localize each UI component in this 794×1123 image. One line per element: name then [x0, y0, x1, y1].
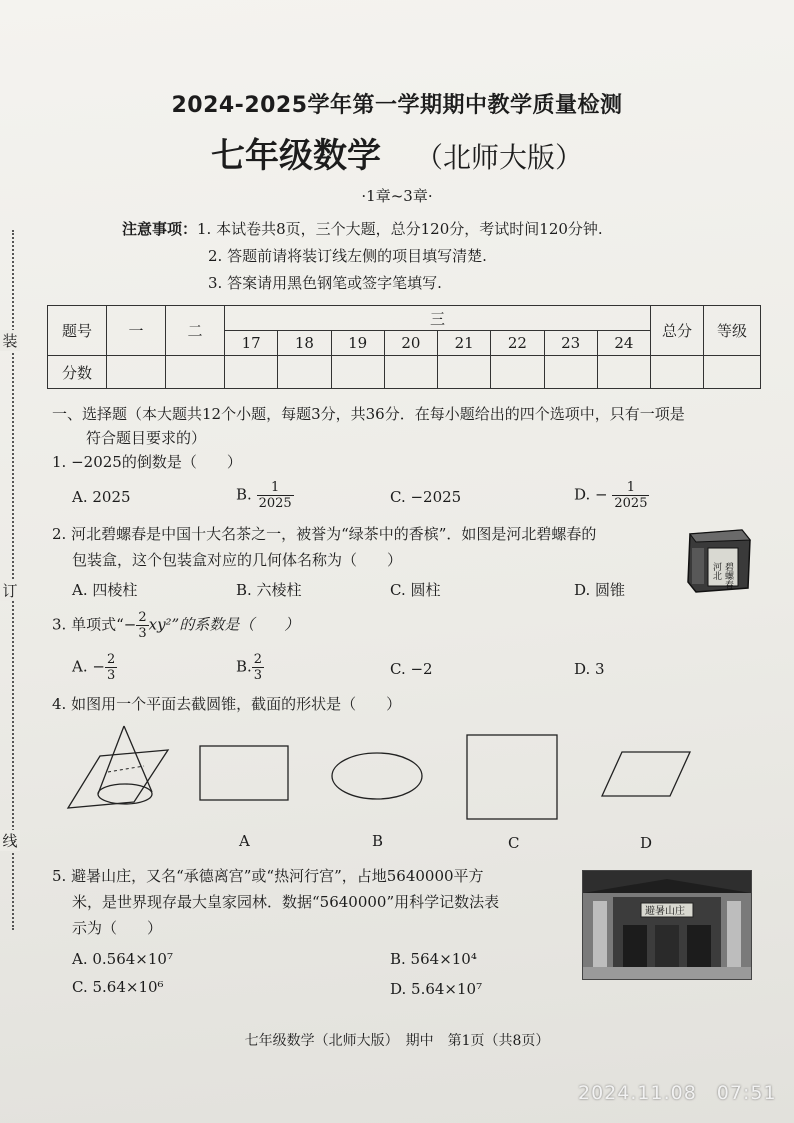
q3-b-fraction	[252, 652, 264, 683]
exam-notes	[122, 216, 603, 297]
col-grade: 等级	[704, 306, 761, 356]
exam-title-line: 2024-2025学年第一学期期中教学质量检测	[171, 93, 623, 118]
q4-label-a[interactable]: A	[239, 832, 250, 850]
score-cell[interactable]	[704, 356, 761, 389]
binding-char-xian: 线	[0, 830, 20, 851]
q3-b-num: 2	[253, 652, 263, 667]
col-q20: 20	[384, 331, 437, 356]
notes-label: 注意事项：	[122, 220, 198, 238]
q1-b-den: 2025	[258, 496, 292, 511]
score-cell[interactable]	[107, 356, 166, 389]
section1-heading: 一、选择题（本大题共12个小题，每题3分，共36分．在每小题给出的四个选项中，只有一项是	[52, 405, 685, 423]
q5-stem-line3: 示为（ ）	[72, 919, 163, 937]
q4-label-c[interactable]: C	[508, 834, 520, 852]
q1-option-d[interactable]	[574, 480, 649, 511]
option-c-square	[464, 732, 560, 822]
score-cell[interactable]	[331, 356, 384, 389]
q5-option-b[interactable]: B. 564×10⁴	[390, 950, 477, 968]
q1-option-a[interactable]: A. 2025	[72, 488, 131, 506]
edition-label: （北师大版）	[414, 141, 583, 174]
q3-stem-den: 3	[138, 626, 147, 641]
cone-cut-figure	[64, 722, 174, 814]
q2-stem-line2: 包装盒，这个包装盒对应的几何体名称为（ ）	[72, 551, 403, 569]
score-cell[interactable]	[384, 356, 437, 389]
score-cell[interactable]	[491, 356, 544, 389]
q4-label-b[interactable]: B	[372, 832, 384, 850]
q3-stem-prefix: 3. 单项式“−	[52, 615, 137, 634]
note-item: 2. 答题前请将装订线左侧的项目填写清楚.	[208, 247, 487, 265]
note-item: 3. 答案请用黑色钢笔或签字笔填写.	[208, 274, 442, 292]
q2-option-a[interactable]: A. 四棱柱	[72, 581, 138, 599]
score-cell[interactable]	[597, 356, 650, 389]
tea-box-text-2: 河北	[711, 562, 721, 580]
q3-stem-fraction	[136, 610, 148, 641]
q1-stem: 1. −2025的倒数是（ ）	[52, 453, 242, 471]
q3-a-den: 3	[106, 668, 116, 683]
binding-char-ding: 订	[0, 580, 20, 601]
q2-option-c[interactable]: C. 圆柱	[390, 581, 441, 599]
col-q22: 22	[491, 331, 544, 356]
score-cell[interactable]	[166, 356, 225, 389]
col-part-2: 二	[166, 306, 225, 356]
score-cell[interactable]	[225, 356, 278, 389]
col-total: 总分	[651, 306, 704, 356]
q3-stem	[52, 610, 299, 641]
option-a-rectangle	[198, 744, 292, 804]
mountain-resort-photo	[582, 870, 752, 980]
col-q18: 18	[278, 331, 331, 356]
score-cell[interactable]	[278, 356, 331, 389]
q1-b-prefix: B.	[236, 485, 252, 504]
score-table	[47, 305, 761, 389]
tea-box-figure	[682, 526, 754, 596]
q4-stem: 4. 如图用一个平面去截圆锥，截面的形状是（ ）	[52, 695, 402, 713]
q3-a-prefix: A. −	[72, 657, 105, 676]
q2-stem-line1: 2. 河北碧螺春是中国十大名茶之一，被誉为“绿茶中的香槟”．如图是河北碧螺春的	[52, 525, 597, 543]
q3-option-a[interactable]	[72, 652, 117, 683]
q5-option-c[interactable]: C. 5.64×10⁶	[72, 978, 164, 996]
col-q24: 24	[597, 331, 650, 356]
score-cell[interactable]	[544, 356, 597, 389]
exam-main-title	[0, 128, 794, 177]
chapter-range: ·1章~3章·	[361, 187, 433, 205]
q1-option-c[interactable]: C. −2025	[390, 488, 462, 506]
subject-title: 七年级数学	[210, 136, 381, 176]
q3-stem-suffix: xy²”的系数是（ ）	[148, 615, 300, 634]
option-d-parallelogram	[598, 750, 694, 800]
photo-sign-text: 避暑山庄	[645, 906, 685, 917]
score-cell[interactable]	[438, 356, 491, 389]
section1-heading-cont: 符合题目要求的）	[86, 429, 207, 447]
q5-option-d[interactable]: D. 5.64×10⁷	[390, 980, 483, 998]
q1-b-num: 1	[257, 480, 294, 496]
score-cell[interactable]	[651, 356, 704, 389]
q1-d-num: 1	[612, 480, 649, 496]
q3-option-d[interactable]: D. 3	[574, 660, 605, 678]
q3-b-den: 3	[253, 668, 263, 683]
q1-b-fraction	[257, 480, 294, 511]
q4-label-d[interactable]: D	[640, 834, 653, 852]
col-q19: 19	[331, 331, 384, 356]
row-header-question: 题号	[48, 306, 107, 356]
note-item: 1. 本试卷共8页，三个大题，总分120分，考试时间120分钟.	[197, 220, 603, 238]
q2-option-b[interactable]: B. 六棱柱	[236, 581, 302, 599]
q3-a-fraction	[105, 652, 117, 683]
binding-line	[0, 230, 20, 930]
q1-d-den: 2025	[614, 496, 648, 511]
row-header-score: 分数	[48, 356, 107, 389]
col-q23: 23	[544, 331, 597, 356]
q3-option-c[interactable]: C. −2	[390, 660, 433, 678]
page-footer: 七年级数学（北师大版） 期中 第1页（共8页）	[244, 1033, 550, 1049]
q5-stem-line1: 5. 避暑山庄，又名“承德离宫”或“热河行宫”，占地5640000平方	[52, 867, 484, 885]
q3-option-b[interactable]	[236, 652, 264, 683]
col-part-1: 一	[107, 306, 166, 356]
col-q21: 21	[438, 331, 491, 356]
photo-timestamp: 2024.11.08 07:51	[578, 1082, 777, 1104]
tea-box-text-1: 碧螺春	[723, 562, 733, 589]
q2-option-d[interactable]: D. 圆锥	[574, 581, 626, 599]
q1-d-prefix: D. −	[574, 485, 608, 504]
col-q17: 17	[225, 331, 278, 356]
binding-char-zhuang: 装	[0, 330, 20, 351]
option-b-ellipse	[328, 750, 426, 802]
col-part-3: 三	[225, 306, 651, 331]
q5-option-a[interactable]: A. 0.564×10⁷	[72, 950, 173, 968]
q5-stem-line2: 米，是世界现存最大皇家园林．数据“5640000”用科学记数法表	[72, 893, 500, 911]
q1-d-fraction	[612, 480, 649, 511]
q3-a-num: 2	[106, 652, 116, 667]
q3-b-prefix: B.	[236, 657, 252, 676]
q3-stem-num: 2	[138, 610, 147, 625]
q1-option-b[interactable]	[236, 480, 294, 511]
